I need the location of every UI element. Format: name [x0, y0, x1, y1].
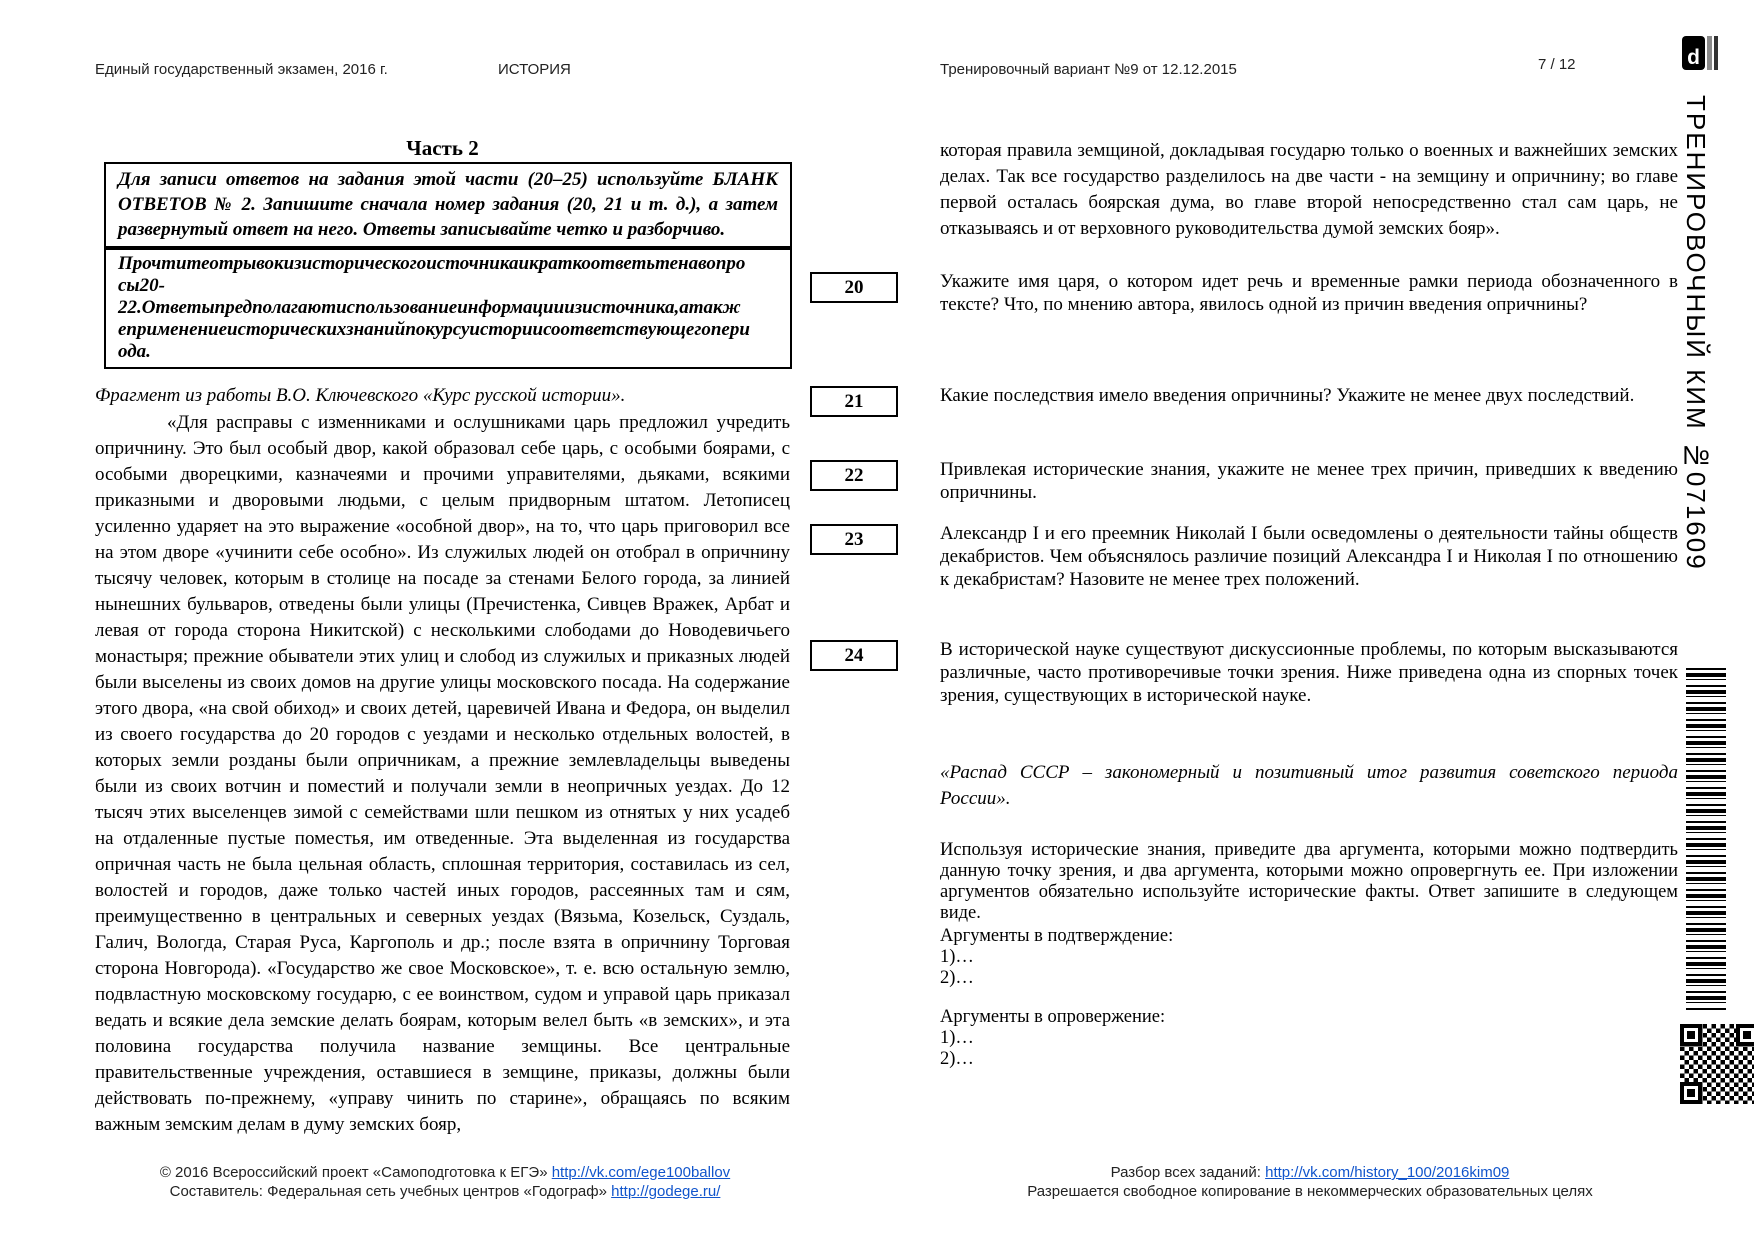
- question-21-number-box: [810, 386, 898, 417]
- footer-compiler-line: [95, 1182, 795, 1201]
- arguments-confirm-label: Аргументы в подтверждение:: [940, 926, 1174, 946]
- qr-finder-icon: [1680, 1082, 1702, 1104]
- disputed-opinion-quote: «Распад СССР – закономерный и позитивный итог развития советского периода России».: [940, 762, 1678, 809]
- instruction-line: 22.Ответыпредполагаютиспользованиеинформацииизисточника,атакж: [118, 297, 741, 318]
- footer-solutions-line: [940, 1163, 1680, 1182]
- kim-vertical-label: ТРЕНИРОВОЧНЫЙ КИМ №071609: [1681, 95, 1711, 571]
- page-number: 7 / 12: [1538, 56, 1576, 73]
- footer-right: [940, 1163, 1680, 1201]
- instruction-box-read-source: [104, 248, 792, 369]
- publisher-logo-icon: d: [1682, 36, 1705, 70]
- publisher-logo: [1682, 36, 1718, 70]
- source-caption: Фрагмент из работы В.О. Ключевского «Курс русской истории».: [95, 385, 626, 406]
- footer-solutions-text: Разбор всех заданий:: [1110, 1164, 1266, 1181]
- question-22-text: Привлекая исторические знания, укажите не менее трех причин, приведших к введению опричнины.: [940, 459, 1678, 503]
- question-23-number-box: [810, 524, 898, 555]
- question-21-text: Какие последствия имело введения опричнины? Укажите не менее двух последствий.: [940, 385, 1635, 406]
- qr-finder-icon: [1736, 1024, 1754, 1046]
- argument-placeholder: 2)…: [940, 1049, 974, 1069]
- source-passage-continuation: которая правила земщиной, докладывая государю только о военных и важнейших земских делах. Так все государство разделилось на две части - на земщину и опричнину; во главе первой осталась боярская дума, во главе второй непосредственно стал сам царь, не отказываясь и от верховного руководительства думой земских бояр».: [940, 140, 1678, 239]
- barcode-icon: [1686, 668, 1726, 1012]
- instruction-line: ода.: [118, 341, 151, 362]
- instruction-box-answer-sheet: Для записи ответов на задания этой части (20–25) используйте БЛАНК ОТВЕТОВ № 2. Запишите сначала номер задания (20, 21 и т. д.), а затем развернутый ответ на него. Ответы записывайте четко и разборчиво.: [104, 162, 792, 248]
- question-24-task-block: [940, 840, 1678, 1070]
- question-24-text: В исторической науке существуют дискуссионные проблемы, по которым высказываются различные, часто противоречивые точки зрения. Ниже приведена одна из спорных точек зрения, существующих в исторической науке.: [940, 639, 1678, 706]
- question-number: 20: [844, 276, 864, 298]
- question-22-number-box: [810, 460, 898, 491]
- question-number: 24: [844, 644, 864, 666]
- instruction-line: сы20-: [118, 275, 165, 296]
- part2-title: Часть 2: [406, 136, 479, 160]
- header-subject: ИСТОРИЯ: [498, 61, 571, 78]
- footer-copyright-line: [95, 1163, 795, 1182]
- question-number: 22: [844, 464, 864, 486]
- question-20-text: Укажите имя царя, о котором идет речь и временные рамки периода обозначенного в тексте? Что, по мнению автора, явилось одной из причин введения опричнины?: [940, 271, 1678, 315]
- arguments-refute-label: Аргументы в опровержение:: [940, 1007, 1166, 1027]
- header-exam-title: Единый государственный экзамен, 2016 г.: [95, 61, 388, 78]
- argument-placeholder: 1)…: [940, 947, 974, 967]
- question-number: 21: [844, 390, 864, 412]
- argument-placeholder: 2)…: [940, 968, 974, 988]
- footer-left: [95, 1163, 795, 1201]
- question-20-number-box: [810, 272, 898, 303]
- footer-license-line: Разрешается свободное копирование в некоммерческих образовательных целях: [1027, 1183, 1593, 1200]
- footer-compiler-text: Составитель: Федеральная сеть учебных центров «Годограф»: [169, 1183, 612, 1200]
- logo-stripe-icon: [1714, 36, 1718, 70]
- header-variant: Тренировочный вариант №9 от 12.12.2015: [940, 61, 1237, 78]
- footer-godege-link[interactable]: http://godege.ru/: [611, 1183, 721, 1200]
- source-passage-left: «Для расправы с изменниками и ослушниками царь предложил учредить опричнину. Это был особый двор, какой образовал себе царь, с особыми боярами, с особыми дворецкими, казначеями и прочими управителями, дьяками, всякими приказными и дворовыми людьми, с целым придворным штатом. Летописец усиленно ударяет на это выражение «особной двор», на то, что царь приговорил все на этом дворе «учинити себе особно». Из служилых людей он отобрал в опричнину тысячу человек, которым в столице на посаде за стенами Белого города, за линией нынешних бульваров, отведены были улицы (Пречистенка, Сивцев Вражек, Арбат и левая от города сторона Никитской) с несколькими слободами до Новодевичьего монастыря; прежние обыватели этих улиц и слобод из служилых и приказных людей были выселены из своих домов на другие улицы московского посада. На содержание этого двора, «на свой обиход» и своих детей, царевичей Ивана и Федора, он выделил из своего государства до 20 городов с уездами и несколько отдельных волостей, в которых земли розданы были опричникам, а прежние землевладельцы выведены были из своих вотчин и поместий и получали земли в неопричных уездах. До 12 тысяч этих выселенцев зимой с семействами шли пешком из отнятых у них усадеб на отдаленные пустые поместья, им отведенные. Эта выделенная из государства опричная часть не была цельная область, сплошная территория, составилась из сел, волостей и городов, даже только частей иных городов, рассеянных там и сям, преимущественно в центральных и северных уездах (Вязьма, Козельск, Суздаль, Галич, Вологда, Старая Руса, Каргополь и др.; после взята в опричнину Торговая сторона Новгорода). «Государство же свое Московское», т. е. всю остальную землю, подвластную московскому государю, с ее воинством, судом и управой царь приказал ведать и всякие дела земские делать боярам, которым велел быть «в земских», и эта половина государства получила название земщины. Все центральные правительственные учреждения, оставшиеся в земщине, приказы, должны были действовать по-прежнему, «управу чинить по старине», обращаясь по всяким важным земским делам в думу земских бояр,: [95, 412, 790, 1135]
- qr-finder-icon: [1680, 1024, 1702, 1046]
- qr-code-icon: [1680, 1024, 1754, 1104]
- footer-vk-project-link[interactable]: http://vk.com/ege100ballov: [551, 1164, 731, 1181]
- question-number: 23: [844, 528, 864, 550]
- instruction-line: еприменениеисторическихзнанийпокурсуисториисоответствующегопери: [118, 319, 750, 340]
- task-instruction: Используя исторические знания, приведите два аргумента, которыми можно подтвердить данную точку зрения, и два аргумента, которыми можно опровергнуть ее. При изложении аргументов обязательно используйте исторические факты. Ответ запишите в следующем виде.: [940, 840, 1678, 923]
- question-24-number-box: [810, 640, 898, 671]
- footer-solutions-link[interactable]: http://vk.com/history_100/2016kim09: [1265, 1164, 1510, 1181]
- question-23-text: Александр I и его преемник Николай I были осведомлены о деятельности тайны обществ декабристов. Чем объяснялось различие позиций Александра I и Николая I по отношению к декабристам? Назовите не менее трех положений.: [940, 523, 1678, 590]
- logo-stripe-icon: [1707, 36, 1712, 70]
- footer-copyright-text: © 2016 Всероссийский проект «Самоподготовка к ЕГЭ»: [159, 1164, 552, 1181]
- instruction-line: Прочтитеотрывокизисторическогоисточникаикраткоответьтенавопро: [118, 253, 746, 274]
- argument-placeholder: 1)…: [940, 1028, 974, 1048]
